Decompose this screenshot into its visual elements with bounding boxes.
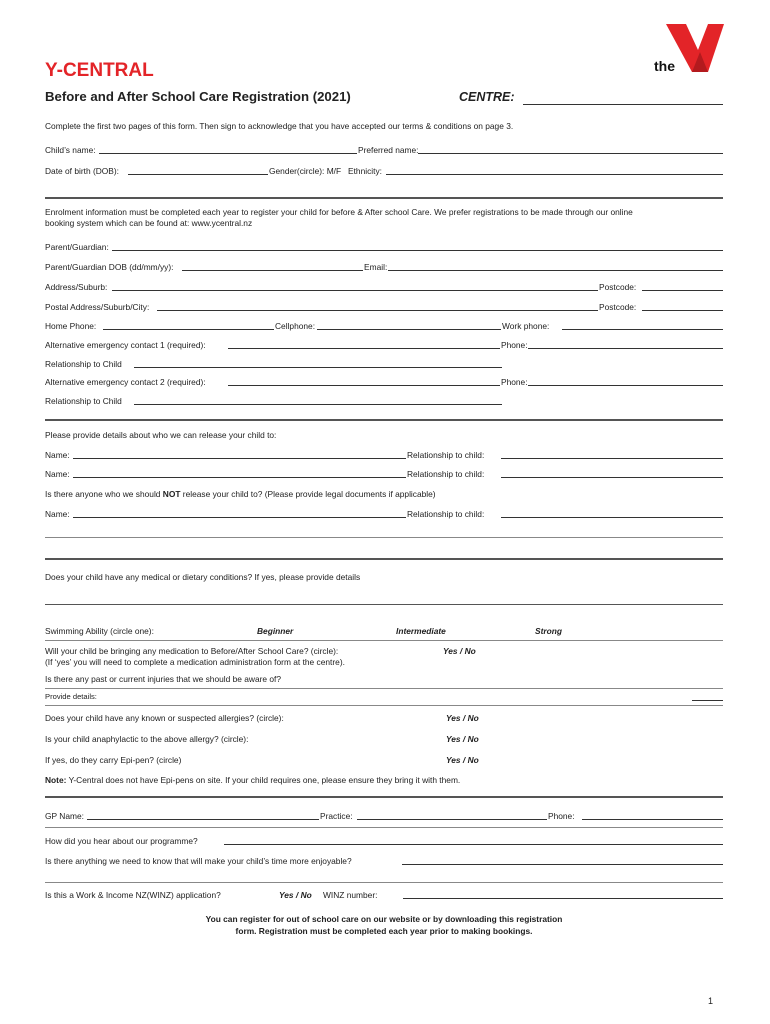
postal-address-field[interactable] (157, 310, 598, 311)
swim-label: Swimming Ability (circle one): (45, 626, 154, 636)
enjoyable-field[interactable] (402, 864, 723, 865)
allergies-yes-no[interactable]: Yes / No (446, 713, 479, 723)
swim-intermediate-option[interactable]: Intermediate (396, 626, 446, 636)
anaphylactic-yes-no[interactable]: Yes / No (446, 734, 479, 744)
swim-beginner-option[interactable]: Beginner (257, 626, 294, 636)
intro-text: Complete the first two pages of this form. Then sign to acknowledge that you have accepted our terms & conditions on page 3. (45, 121, 514, 131)
release-name-2-field[interactable] (73, 477, 406, 478)
gp-name-label: GP Name: (45, 811, 84, 821)
postcode-field[interactable] (642, 290, 723, 291)
phone-1-label: Phone: (501, 340, 528, 350)
divider (45, 827, 723, 828)
enrolment-info-2: booking system which can be found at: www.ycentral.nz (45, 218, 253, 228)
ymca-logo (648, 22, 724, 74)
medical-question: Does your child have any medical or dietary conditions? If yes, please provide details (45, 572, 361, 582)
address-label: Address/Suburb: (45, 282, 108, 292)
divider (45, 558, 723, 560)
release-rel-1-label: Relationship to child: (407, 450, 485, 460)
preferred-name-label: Preferred name: (358, 145, 419, 155)
practice-label: Practice: (320, 811, 353, 821)
centre-field[interactable] (523, 104, 723, 105)
injury-details-field[interactable] (692, 700, 723, 701)
relationship-1-field[interactable] (134, 367, 502, 368)
no-release-name-field[interactable] (73, 517, 406, 518)
work-phone-label: Work phone: (502, 321, 550, 331)
gender-label: Gender(circle): M/F (269, 166, 342, 176)
cellphone-field[interactable] (317, 329, 501, 330)
parent-label: Parent/Guardian: (45, 242, 109, 252)
email-field[interactable] (388, 270, 723, 271)
relationship-1-label: Relationship to Child (45, 359, 122, 369)
release-name-1-field[interactable] (73, 458, 406, 459)
epipen-question: If yes, do they carry Epi-pen? (circle) (45, 755, 182, 765)
relationship-2-field[interactable] (134, 404, 502, 405)
home-phone-label: Home Phone: (45, 321, 97, 331)
child-name-field[interactable] (99, 153, 357, 154)
medication-note: (If ‘yes’ you will need to complete a medication administration form at the centre). (45, 657, 345, 667)
winz-question: Is this a Work & Income NZ(WINZ) application? (45, 890, 221, 900)
divider (45, 705, 723, 706)
phone-2-label: Phone: (501, 377, 528, 387)
work-phone-field[interactable] (562, 329, 723, 330)
divider (45, 419, 723, 421)
divider (45, 796, 723, 798)
release-name-2-label: Name: (45, 469, 70, 479)
cellphone-label: Cellphone: (275, 321, 316, 331)
release-name-1-label: Name: (45, 450, 70, 460)
form-subtitle: Before and After School Care Registration (2021) (45, 89, 351, 104)
no-release-name-label: Name: (45, 509, 70, 519)
no-release-rel-label: Relationship to child: (407, 509, 485, 519)
dob-label: Date of birth (DOB): (45, 166, 120, 176)
form-title: Y-CENTRAL (45, 60, 154, 81)
phone-1-field[interactable] (528, 348, 723, 349)
enjoyable-question: Is there anything we need to know that will make your child’s time more enjoyable? (45, 856, 352, 866)
release-heading: Please provide details about who we can release your child to: (45, 430, 277, 440)
allergies-question: Does your child have any known or suspected allergies? (circle): (45, 713, 284, 723)
medication-yes-no[interactable]: Yes / No (443, 646, 476, 656)
address-field[interactable] (112, 290, 598, 291)
release-rel-1-field[interactable] (501, 458, 723, 459)
alt-contact-2-label: Alternative emergency contact 2 (required): (45, 377, 206, 387)
dob-field[interactable] (128, 174, 268, 175)
parent-dob-label: Parent/Guardian DOB (dd/mm/yy): (45, 262, 174, 272)
medical-details-field[interactable] (45, 604, 723, 605)
divider (45, 537, 723, 538)
ethnicity-label: Ethnicity: (348, 166, 382, 176)
provide-details-label: Provide details: (45, 692, 97, 701)
divider (45, 197, 723, 199)
footer-line-2: form. Registration must be completed each year prior to making bookings. (235, 926, 533, 936)
logo-text: the (654, 58, 675, 74)
alt-contact-1-label: Alternative emergency contact 1 (required): (45, 340, 206, 350)
email-label: Email: (364, 262, 388, 272)
divider (45, 688, 723, 689)
no-release-rel-field[interactable] (501, 517, 723, 518)
enrolment-info: Enrolment information must be completed each year to register your child for before & After school Care. We prefer registrations to be made through our online (45, 207, 633, 217)
epipen-yes-no[interactable]: Yes / No (446, 755, 479, 765)
release-rel-2-field[interactable] (501, 477, 723, 478)
phone-2-field[interactable] (528, 385, 723, 386)
hear-field[interactable] (224, 844, 723, 845)
gp-phone-field[interactable] (582, 819, 723, 820)
practice-field[interactable] (357, 819, 547, 820)
child-name-label: Child’s name: (45, 145, 96, 155)
medication-question: Will your child be bringing any medication to Before/After School Care? (circle): (45, 646, 339, 656)
parent-field[interactable] (112, 250, 723, 251)
not-release-question: Is there anyone who we should NOT release your child to? (Please provide legal documents if applicable) (45, 489, 436, 499)
swim-strong-option[interactable]: Strong (535, 626, 562, 636)
relationship-2-label: Relationship to Child (45, 396, 122, 406)
postcode-2-label: Postcode: (599, 302, 637, 312)
home-phone-field[interactable] (103, 329, 274, 330)
preferred-name-field[interactable] (418, 153, 723, 154)
postcode-label: Postcode: (599, 282, 637, 292)
release-rel-2-label: Relationship to child: (407, 469, 485, 479)
parent-dob-field[interactable] (182, 270, 363, 271)
winz-number-field[interactable] (403, 898, 723, 899)
alt-contact-2-field[interactable] (228, 385, 500, 386)
hear-question: How did you hear about our programme? (45, 836, 198, 846)
injuries-question: Is there any past or current injuries that we should be aware of? (45, 674, 282, 684)
divider (45, 882, 723, 883)
epipen-note: Note: Y-Central does not have Epi-pens on site. If your child requires one, please ensure they bring it with them. (45, 775, 461, 785)
alt-contact-1-field[interactable] (228, 348, 500, 349)
footer-line-1: You can register for out of school care on our website or by downloading this registration (205, 914, 563, 924)
divider (45, 640, 723, 641)
gp-name-field[interactable] (87, 819, 319, 820)
ethnicity-field[interactable] (386, 174, 723, 175)
gp-phone-label: Phone: (548, 811, 575, 821)
winz-yes-no[interactable]: Yes / No (279, 890, 312, 900)
postcode-2-field[interactable] (642, 310, 723, 311)
anaphylactic-question: Is your child anaphylactic to the above allergy? (circle): (45, 734, 249, 744)
postal-address-label: Postal Address/Suburb/City: (45, 302, 150, 312)
winz-number-label: WINZ number: (323, 890, 378, 900)
centre-label: CENTRE: (459, 90, 515, 104)
page-number: 1 (708, 996, 714, 1006)
